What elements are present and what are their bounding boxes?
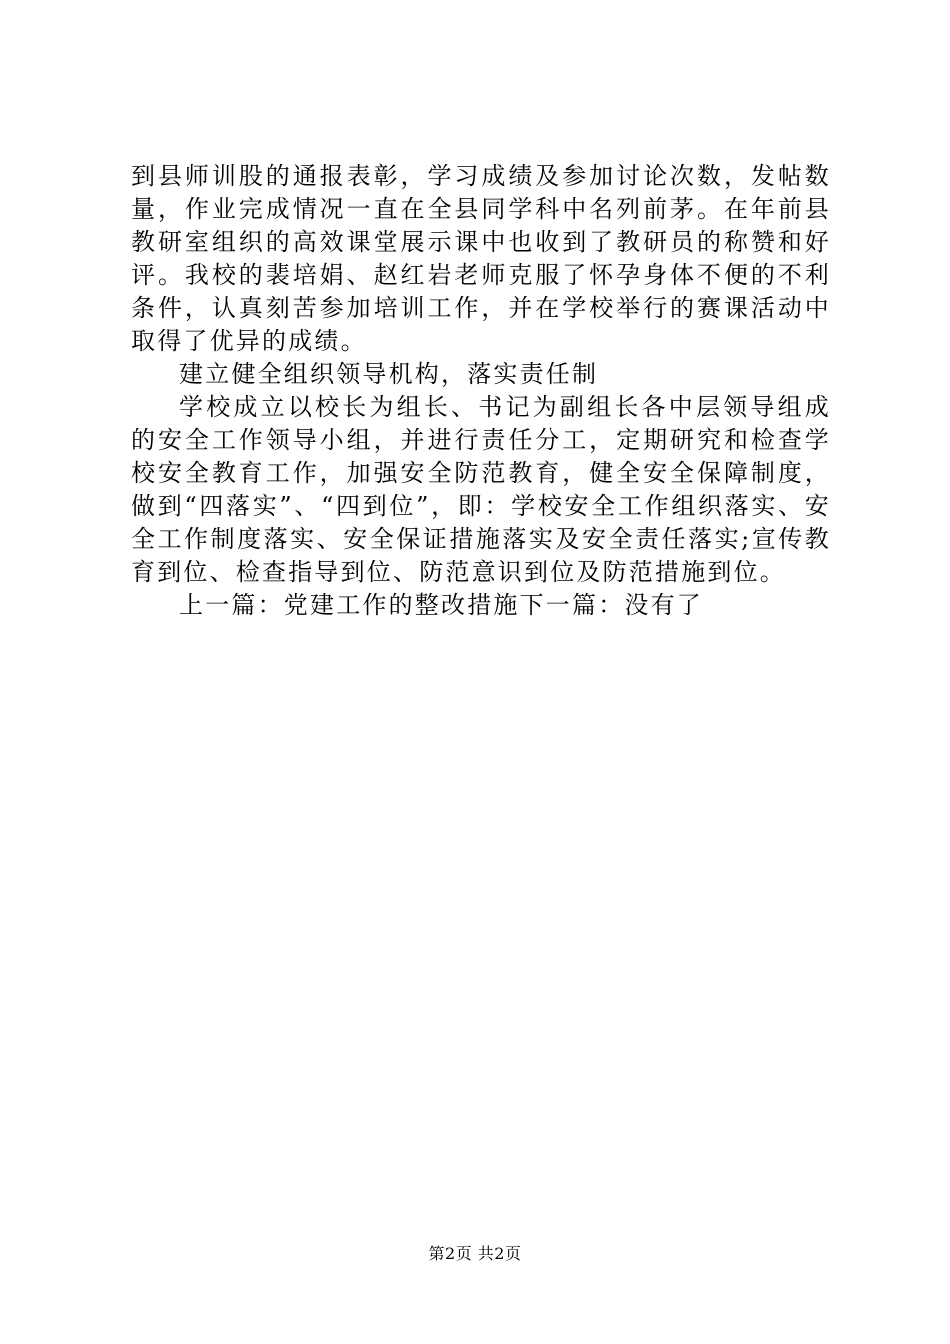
paragraph-safety-work: 学校成立以校长为组长、书记为副组长各中层领导组成的安全工作领导小组，并进行责任分工，定期研究和检查学校安全教育工作，加强安全防范教育，健全安全保障制度，做到“四落实”、“四到位”，即：学校安全工作组织落实、安全工作制度落实、安全保证措施落实及安全责任落实;宣传教育到位、检查指导到位、防范意识到位及防范措施到位。 [131, 393, 831, 586]
page-number-footer: 第2页 共2页 [428, 1244, 522, 1263]
paragraph-training-results: 到县师训股的通报表彰，学习成绩及参加讨论次数，发帖数量，作业完成情况一直在全县同学科中名列前茅。在年前县教研室组织的高效课堂展示课中也收到了教研员的称赞和好评。我校的裴培娟、赵红岩老师克服了怀孕身体不便的不利条件，认真刻苦参加培训工作，并在学校举行的赛课活动中取得了优异的成绩。 [131, 162, 831, 355]
prev-next-navigation: 上一篇：党建工作的整改措施下一篇：没有了 [179, 591, 703, 619]
section-heading: 建立健全组织领导机构，落实责任制 [179, 360, 599, 388]
document-body [131, 160, 831, 622]
